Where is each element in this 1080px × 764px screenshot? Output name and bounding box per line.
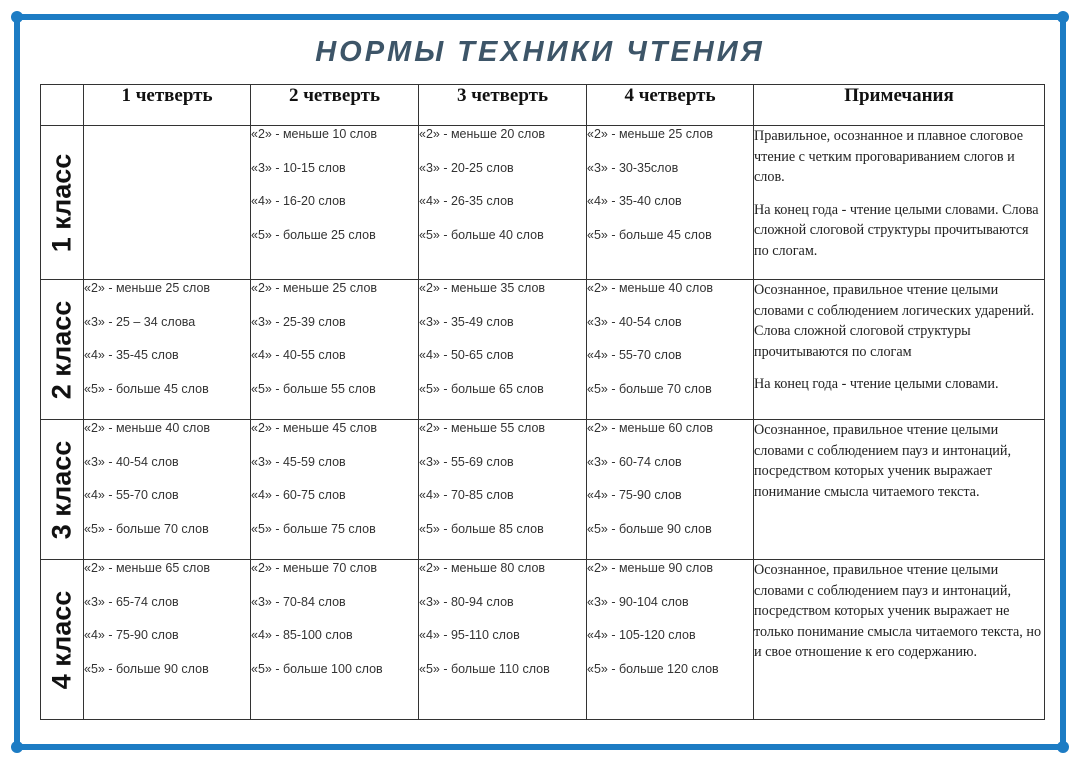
norm-line: «2» - меньше 40 слов — [84, 421, 211, 435]
norm-line: «3» - 25 – 34 слова — [84, 314, 196, 329]
table-row-grade-3 — [41, 420, 1045, 560]
table-row-grade-1 — [41, 126, 1045, 280]
norms-cell-q2 — [251, 126, 419, 280]
note-paragraph: Осознанное, правильное чтение целыми словами с соблюдением пауз и интонаций, посредством которых ученик выражает понимание смысла читаемого текста. — [754, 422, 1012, 500]
norm-line: «2» - меньше 25 слов — [84, 281, 211, 295]
norms-cell-q4 — [587, 280, 754, 420]
norms-cell-q1 — [84, 280, 251, 420]
norms-cell-q4 — [587, 420, 754, 560]
table-row-grade-2 — [41, 280, 1045, 420]
note-paragraph: Осознанное, правильное чтение целыми словами с соблюдением логических ударений. Слова сложной слоговой структуры прочитываются по слогам — [754, 282, 1035, 360]
header-corner — [41, 85, 84, 126]
norm-line: «4» - 35-45 слов — [84, 348, 179, 362]
norm-line: «5» - больше 70 слов — [587, 381, 712, 396]
grade-label-cell — [41, 126, 84, 280]
norms-cell-q4 — [587, 126, 754, 280]
grade-label: 2 класс — [46, 300, 77, 399]
note-paragraph: Правильное, осознанное и плавное слоговое чтение с четким проговариванием слогов и слов. — [754, 128, 1024, 185]
norm-line: «3» - 80-94 слов — [419, 594, 514, 609]
header-row — [41, 85, 1045, 126]
norms-cell-q4 — [587, 560, 754, 720]
norm-line: «2» - меньше 10 слов — [251, 127, 378, 141]
norm-line: «2» - меньше 25 слов — [587, 127, 714, 141]
norm-line: «5» - больше 65 слов — [419, 381, 544, 396]
norm-line: «4» - 60-75 слов — [251, 488, 346, 502]
norms-cell-q1 — [84, 126, 251, 280]
notes-cell — [754, 126, 1045, 280]
reading-norms-table — [40, 84, 1045, 720]
norm-line: «3» - 30-35слов — [587, 160, 679, 175]
norm-line: «3» - 40-54 слов — [587, 314, 682, 329]
norm-line: «3» - 10-15 слов — [251, 160, 346, 175]
grade-label-cell — [41, 420, 84, 560]
norm-line: «5» - больше 55 слов — [251, 381, 376, 396]
norm-line: «4» - 55-70 слов — [84, 488, 179, 502]
norm-line: «3» - 55-69 слов — [419, 454, 514, 469]
frame-corner-dot — [11, 11, 23, 23]
frame-corner-dot — [11, 741, 23, 753]
norm-line: «3» - 60-74 слов — [587, 454, 682, 469]
norm-line: «4» - 35-40 слов — [587, 194, 682, 208]
notes-cell — [754, 560, 1045, 720]
norms-cell-q3 — [419, 126, 587, 280]
norm-line: «3» - 45-59 слов — [251, 454, 346, 469]
norm-line: «3» - 70-84 слов — [251, 594, 346, 609]
grade-label-cell — [41, 280, 84, 420]
header-notes: Примечания — [754, 85, 1045, 126]
norm-line: «5» - больше 45 слов — [84, 381, 209, 396]
norms-cell-q1 — [84, 560, 251, 720]
norm-line: «4» - 70-85 слов — [419, 488, 514, 502]
norm-line: «5» - больше 85 слов — [419, 521, 544, 536]
norm-line: «2» - меньше 35 слов — [419, 281, 546, 295]
page-title: НОРМЫ ТЕХНИКИ ЧТЕНИЯ — [315, 36, 765, 68]
frame-corner-dot — [1057, 741, 1069, 753]
norms-cell-q1 — [84, 420, 251, 560]
norm-line: «3» - 65-74 слов — [84, 594, 179, 609]
norm-line: «4» - 50-65 слов — [419, 348, 514, 362]
norm-line: «2» - меньше 80 слов — [419, 561, 546, 575]
norm-line: «2» - меньше 20 слов — [419, 127, 546, 141]
norm-line: «4» - 95-110 слов — [419, 628, 520, 642]
norm-line: «5» - больше 90 слов — [587, 521, 712, 536]
norm-line: «5» - больше 110 слов — [419, 661, 550, 676]
norm-line: «3» - 20-25 слов — [419, 160, 514, 175]
notes-cell — [754, 280, 1045, 420]
header-quarter-2: 2 четверть — [251, 85, 419, 126]
norm-line: «5» - больше 75 слов — [251, 521, 376, 536]
norm-line: «3» - 40-54 слов — [84, 454, 179, 469]
norm-line: «3» - 35-49 слов — [419, 314, 514, 329]
norm-line: «2» - меньше 70 слов — [251, 561, 378, 575]
norm-line: «2» - меньше 25 слов — [251, 281, 378, 295]
norm-line: «3» - 90-104 слов — [587, 594, 689, 609]
frame-corner-dot — [1057, 11, 1069, 23]
norm-line: «4» - 16-20 слов — [251, 194, 346, 208]
norm-line: «4» - 75-90 слов — [84, 628, 179, 642]
grade-label-cell — [41, 560, 84, 720]
norm-line: «4» - 75-90 слов — [587, 488, 682, 502]
note-paragraph: На конец года - чтение целыми словами. Слова сложной слоговой структуры прочитываются по слогам. — [754, 201, 1039, 259]
norms-cell-q2 — [251, 420, 419, 560]
norm-line: «5» - больше 70 слов — [84, 521, 209, 536]
norm-line: «5» - больше 120 слов — [587, 661, 719, 676]
norm-line: «5» - больше 100 слов — [251, 661, 383, 676]
table-row-grade-4 — [41, 560, 1045, 720]
norm-line: «2» - меньше 45 слов — [251, 421, 378, 435]
header-quarter-3: 3 четверть — [419, 85, 587, 126]
note-paragraph: На конец года - чтение целыми словами. — [754, 376, 999, 392]
norm-line: «4» - 26-35 слов — [419, 194, 514, 208]
norms-cell-q3 — [419, 280, 587, 420]
header-quarter-4: 4 четверть — [587, 85, 754, 126]
norms-cell-q2 — [251, 280, 419, 420]
norm-line: «2» - меньше 55 слов — [419, 421, 546, 435]
notes-cell — [754, 420, 1045, 560]
norm-line: «5» - больше 45 слов — [587, 227, 712, 242]
norms-cell-q3 — [419, 420, 587, 560]
note-paragraph: Осознанное, правильное чтение целыми словами с соблюдением пауз и интонаций, посредством которых ученик выражает не только понимание смысла читаемого текста, но и свое отношение к его содержанию. — [754, 562, 1042, 660]
norm-line: «4» - 105-120 слов — [587, 628, 696, 642]
norm-line: «2» - меньше 90 слов — [587, 561, 714, 575]
norm-line: «2» - меньше 65 слов — [84, 561, 211, 575]
grade-label: 1 класс — [46, 153, 77, 252]
norms-cell-q2 — [251, 560, 419, 720]
norm-line: «4» - 85-100 слов — [251, 628, 353, 642]
norm-line: «4» - 40-55 слов — [251, 348, 346, 362]
norm-line: «3» - 25-39 слов — [251, 314, 346, 329]
norm-line: «4» - 55-70 слов — [587, 348, 682, 362]
norm-line: «5» - больше 40 слов — [419, 227, 544, 242]
norm-line: «2» - меньше 40 слов — [587, 281, 714, 295]
norms-cell-q3 — [419, 560, 587, 720]
norm-line: «2» - меньше 60 слов — [587, 421, 714, 435]
norm-line: «5» - больше 25 слов — [251, 227, 376, 242]
grade-label: 4 класс — [46, 590, 77, 689]
header-quarter-1: 1 четверть — [84, 85, 251, 126]
grade-label: 3 класс — [46, 440, 77, 539]
norm-line: «5» - больше 90 слов — [84, 661, 209, 676]
